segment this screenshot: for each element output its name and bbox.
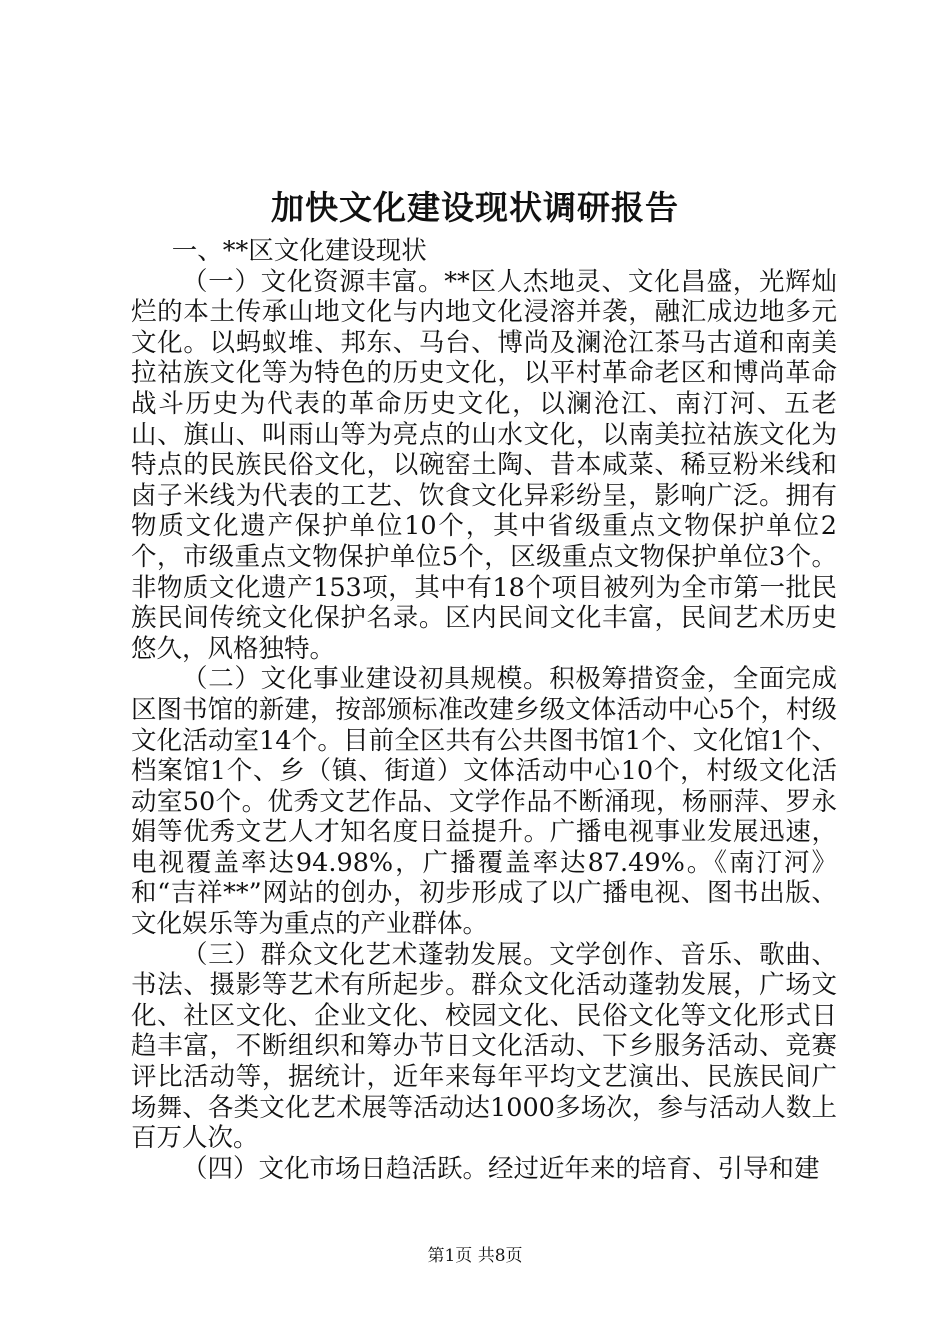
paragraph-cultural-resources: （一）文化资源丰富。**区人杰地灵、文化昌盛，光辉灿烂的本土传承山地文化与内地文化浸溶并袭，融汇成边地多元文化。以蚂蚁堆、邦东、马台、博尚及澜沧江茶马古道和南美拉祜族文化等为特色的历史文化，以平村革命老区和博尚革命战斗历史为代表的革命历史文化，以澜沧江、南汀河、五老山、旗山、叫雨山等为亮点的山水文化，以南美拉祜族文化为特点的民族民俗文化，以碗窑土陶、昔本咸菜、稀豆粉米线和卤子米线为代表的工艺、饮食文化异彩纷呈，影响广泛。拥有物质文化遗产保护单位10个，其中省级重点文物保护单位2个，市级重点文物保护单位5个，区级重点文物保护单位3个。非物质文化遗产153项，其中有18个项目被列为全市第一批民族民间传统文化保护名录。区内民间文化丰富，民间艺术历史悠久，风格独特。 — [131, 266, 837, 664]
document-title: 加快文化建设现状调研报告 — [271, 188, 679, 227]
document-body — [131, 236, 837, 1184]
section-heading: 一、**区文化建设现状 — [171, 236, 427, 266]
page-number-footer: 第1页 共8页 — [427, 1246, 523, 1266]
paragraph-cultural-undertakings: （二）文化事业建设初具规模。积极筹措资金，全面完成区图书馆的新建，按部颁标准改建乡级文体活动中心5个，村级文化活动室14个。目前全区共有公共图书馆1个、文化馆1个、档案馆1个、乡（镇、街道）文体活动中心10个，村级文化活动室50个。优秀文艺作品、文学作品不断涌现，杨丽萍、罗永娟等优秀文艺人才知名度日益提升。广播电视事业发展迅速，电视覆盖率达94.98%，广播覆盖率达87.49%。《南汀河》和“吉祥**”网站的创办，初步形成了以广播电视、图书出版、文化娱乐等为重点的产业群体。 — [131, 664, 837, 940]
paragraph-mass-culture-arts: （三）群众文化艺术蓬勃发展。文学创作、音乐、歌曲、书法、摄影等艺术有所起步。群众文化活动蓬勃发展，广场文化、社区文化、企业文化、校园文化、民俗文化等文化形式日趋丰富，不断组织和筹办节日文化活动、下乡服务活动、竞赛评比活动等，据统计，近年来每年平均文艺演出、民族民间广场舞、各类文化艺术展等活动达1000多场次，参与活动人数上百万人次。 — [131, 939, 837, 1154]
paragraph-cultural-market: （四）文化市场日趋活跃。经过近年来的培育、引导和建 — [182, 1153, 820, 1184]
